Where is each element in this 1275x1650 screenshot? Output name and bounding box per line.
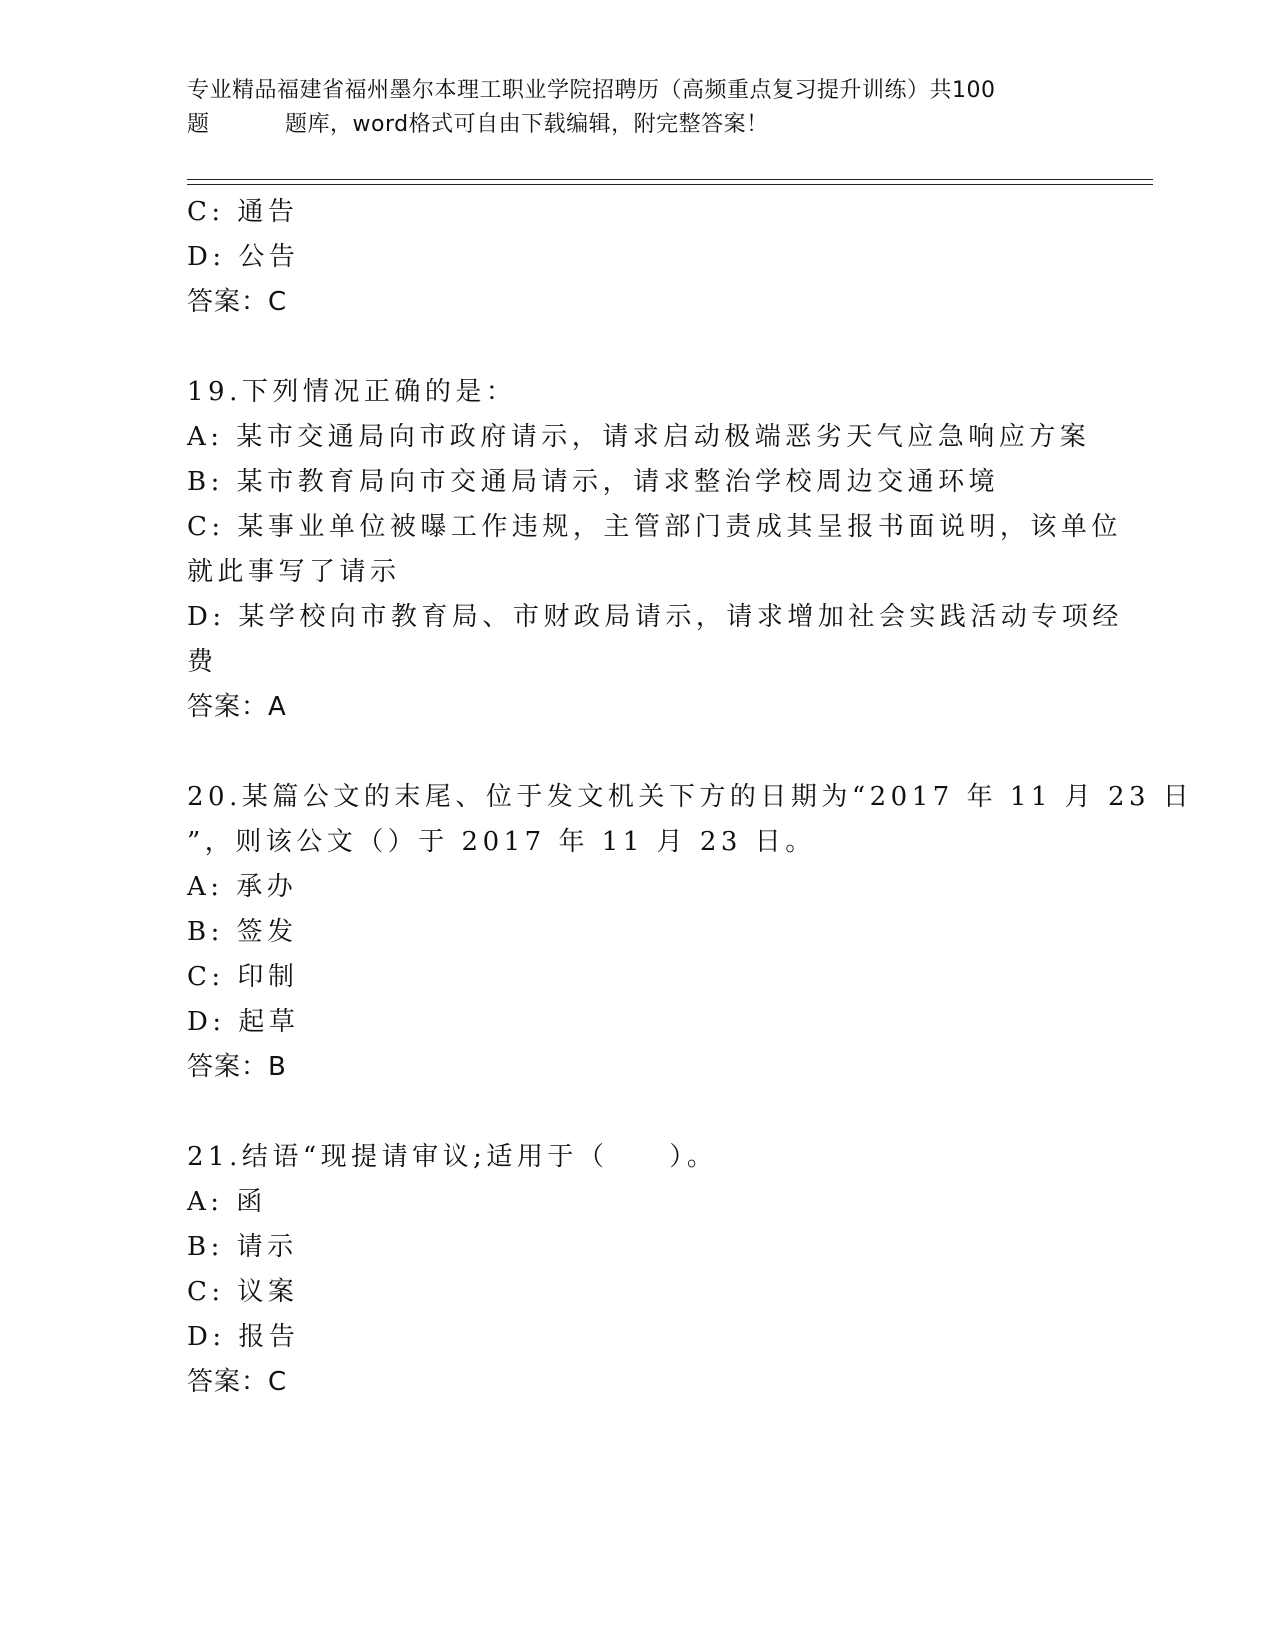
q18-option-d: D: 公告 (187, 242, 300, 272)
q20-option-c: C: 印制 (187, 962, 299, 992)
q21-question: 21.结语“现提请审议;适用于（ ）。 (187, 1142, 718, 1172)
q19-option-c-line1: C: 某事业单位被曝工作违规，主管部门责成其呈报书面说明，该单位 (187, 512, 1122, 542)
header-divider-bottom (187, 184, 1153, 185)
q19-option-a: A: 某市交通局向市政府请示，请求启动极端恶劣天气应急响应方案 (187, 422, 1091, 452)
spacer (187, 1090, 1087, 1135)
q20-question-line2: ”，则该公文（）于 2017 年 11 月 23 日。 (187, 827, 816, 857)
q21-option-d: D: 报告 (187, 1322, 300, 1352)
q19-question: 19.下列情况正确的是： (187, 377, 517, 407)
document-body (187, 190, 1194, 1405)
q19-option-d-line2: 费 (187, 647, 218, 677)
q21-option-a: A: 函 (187, 1187, 267, 1217)
q19-answer: 答案：A (187, 692, 287, 722)
q20-question-line1: 20.某篇公文的末尾、位于发文机关下方的日期为“2017 年 11 月 23 日 (187, 782, 1194, 812)
header-title-line2 (187, 108, 1087, 142)
q21-answer: 答案：C (187, 1367, 288, 1397)
q20-option-a: A: 承办 (187, 872, 298, 902)
q20-answer: 答案：B (187, 1052, 287, 1082)
q20-option-b: B: 签发 (187, 917, 298, 947)
spacer (187, 730, 1087, 775)
q18-answer: 答案：C (187, 287, 288, 317)
header-title-line2-a: 题 (187, 112, 210, 137)
q21-option-c: C: 议案 (187, 1277, 299, 1307)
q18-option-c: C: 通告 (187, 197, 299, 227)
header-title-line1: 专业精品福建省福州墨尔本理工职业学院招聘历（高频重点复习提升训练）共100 (187, 78, 996, 103)
q19-option-b: B: 某市教育局向市交通局请示，请求整治学校周边交通环境 (187, 467, 1000, 497)
header-title-line2-b: 题库，word格式可自由下载编辑，附完整答案！ (285, 112, 769, 137)
spacer (187, 325, 1087, 370)
q21-option-b: B: 请示 (187, 1232, 298, 1262)
header-divider-top (187, 179, 1153, 180)
q20-option-d: D: 起草 (187, 1007, 300, 1037)
q19-option-d-line1: D: 某学校向市教育局、市财政局请示，请求增加社会实践活动专项经 (187, 602, 1123, 632)
document-header (187, 74, 1087, 142)
q19-option-c-line2: 就此事写了请示 (187, 557, 401, 587)
